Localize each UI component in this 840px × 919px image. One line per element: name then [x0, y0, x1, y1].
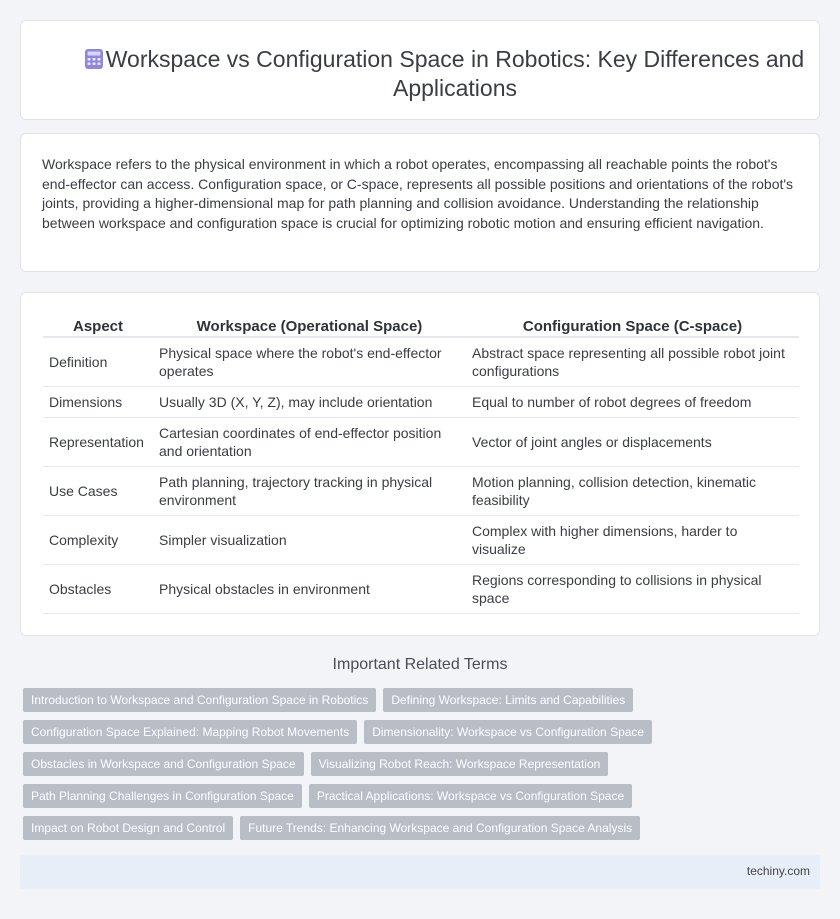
related-term-tag[interactable]: Impact on Robot Design and Control	[23, 816, 233, 840]
comparison-table	[43, 316, 799, 614]
footer-site-link[interactable]: techiny.com	[746, 864, 810, 878]
related-terms-list	[23, 688, 803, 840]
cspace-cell: Complex with higher dimensions, harder to visualize	[466, 516, 799, 565]
related-term-tag[interactable]: Dimensionality: Workspace vs Configuration Space	[364, 720, 652, 744]
related-terms-heading: Important Related Terms	[332, 656, 508, 673]
cspace-cell: Motion planning, collision detection, kinematic feasibility	[466, 467, 799, 516]
related-term-tag[interactable]: Future Trends: Enhancing Workspace and Configuration Space Analysis	[240, 816, 640, 840]
workspace-cell: Usually 3D (X, Y, Z), may include orientation	[153, 387, 466, 418]
related-term-tag[interactable]: Path Planning Challenges in Configuration Space	[23, 784, 302, 808]
intro-paragraph: Workspace refers to the physical environment in which a robot operates, encompassing all reachable points the robot's end-effector can access. Configuration space, or C-space, represents all possible positions and orientations of the robot's joints, providing a higher-dimensional map for path planning and collision avoidance. Understanding the relationship between workspace and configuration space is crucial for optimizing robotic motion and ensuring efficient navigation.	[42, 156, 794, 231]
table-row	[43, 418, 799, 467]
workspace-cell: Physical obstacles in environment	[153, 565, 466, 614]
workspace-cell: Simpler visualization	[153, 516, 466, 565]
cspace-cell: Equal to number of robot degrees of freedom	[466, 387, 799, 418]
related-term-tag[interactable]: Introduction to Workspace and Configuration Space in Robotics	[23, 688, 376, 712]
cspace-cell: Abstract space representing all possible robot joint configurations	[466, 338, 799, 387]
title-card	[20, 20, 820, 120]
header-aspect: Aspect	[43, 316, 153, 338]
aspect-cell: Complexity	[43, 516, 153, 565]
related-term-tag[interactable]: Visualizing Robot Reach: Workspace Representation	[311, 752, 609, 776]
aspect-cell: Definition	[43, 338, 153, 387]
footer	[20, 855, 820, 889]
aspect-cell: Obstacles	[43, 565, 153, 614]
aspect-cell: Dimensions	[43, 387, 153, 418]
header-configuration-space: Configuration Space (C-space)	[466, 316, 799, 338]
comparison-table-card	[20, 292, 820, 636]
table-header-row	[43, 316, 799, 338]
aspect-cell: Representation	[43, 418, 153, 467]
related-term-tag[interactable]: Obstacles in Workspace and Configuration Space	[23, 752, 304, 776]
header-workspace: Workspace (Operational Space)	[153, 316, 466, 338]
table-row	[43, 516, 799, 565]
table-row	[43, 565, 799, 614]
table-row	[43, 467, 799, 516]
cspace-cell: Regions corresponding to collisions in physical space	[466, 565, 799, 614]
aspect-cell: Use Cases	[43, 467, 153, 516]
cspace-cell: Vector of joint angles or displacements	[466, 418, 799, 467]
workspace-cell: Cartesian coordinates of end-effector position and orientation	[153, 418, 466, 467]
related-term-tag[interactable]: Defining Workspace: Limits and Capabilities	[383, 688, 633, 712]
table-row	[43, 338, 799, 387]
related-term-tag[interactable]: Configuration Space Explained: Mapping Robot Movements	[23, 720, 357, 744]
page-title: Workspace vs Configuration Space in Robotics: Key Differences and Applications	[105, 46, 805, 101]
intro-card	[20, 133, 820, 272]
workspace-cell: Path planning, trajectory tracking in physical environment	[153, 467, 466, 516]
table-row	[43, 387, 799, 418]
related-term-tag[interactable]: Practical Applications: Workspace vs Configuration Space	[309, 784, 632, 808]
workspace-cell: Physical space where the robot's end-effector operates	[153, 338, 466, 387]
